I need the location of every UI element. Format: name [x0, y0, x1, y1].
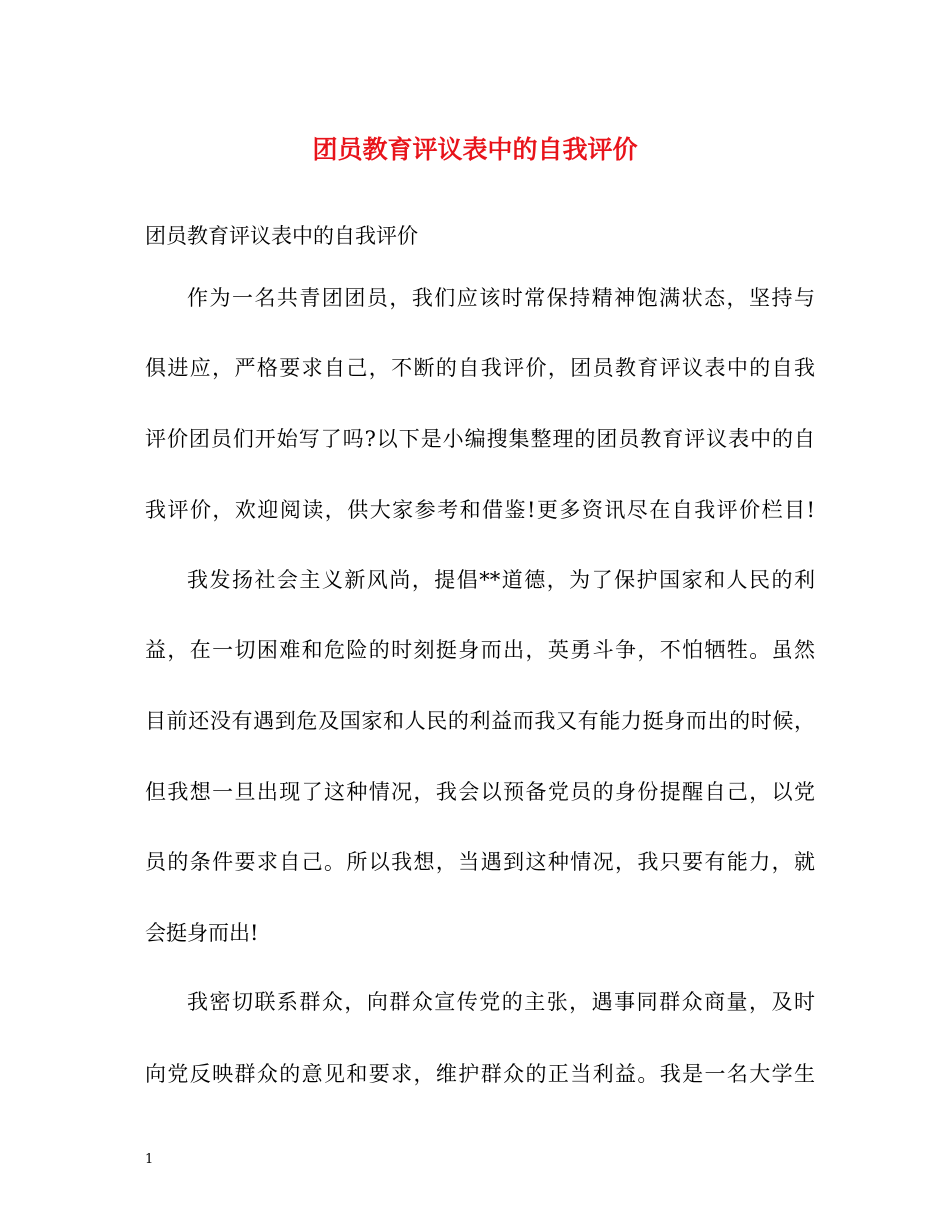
- document-title: 团员教育评议表中的自我评价: [312, 135, 638, 164]
- paragraph-line: 我密切联系群众，向群众宣传党的主张，遇事同群众商量，及时: [187, 990, 815, 1014]
- paragraph-line: 评价团员们开始写了吗?以下是小编搜集整理的团员教育评议表中的自: [145, 427, 815, 451]
- paragraph-line: 俱进应，严格要求自己，不断的自我评价，团员教育评议表中的自我: [145, 356, 815, 380]
- paragraph-line: 我评价，欢迎阅读，供大家参考和借鉴!更多资讯尽在自我评价栏目!: [145, 498, 815, 522]
- paragraph-line: 我发扬社会主义新风尚，提倡**道德，为了保护国家和人民的利: [187, 568, 815, 592]
- paragraph-line: 目前还没有遇到危及国家和人民的利益而我又有能力挺身而出的时候，: [145, 709, 815, 733]
- document-subtitle: 团员教育评议表中的自我评价: [145, 224, 418, 248]
- paragraph-line: 但我想一旦出现了这种情况，我会以预备党员的身份提醒自己，以党: [145, 780, 815, 804]
- page-number: 1: [145, 1152, 154, 1167]
- paragraph-line: 会挺身而出!: [145, 921, 259, 945]
- paragraph-line: 向党反映群众的意见和要求，维护群众的正当利益。我是一名大学生: [145, 1062, 815, 1086]
- paragraph-line: 员的条件要求自己。所以我想，当遇到这种情况，我只要有能力，就: [145, 850, 815, 874]
- paragraph-line: 作为一名共青团团员，我们应该时常保持精神饱满状态，坚持与: [187, 286, 815, 310]
- paragraph-line: 益，在一切困难和危险的时刻挺身而出，英勇斗争，不怕牺牲。虽然: [145, 638, 815, 662]
